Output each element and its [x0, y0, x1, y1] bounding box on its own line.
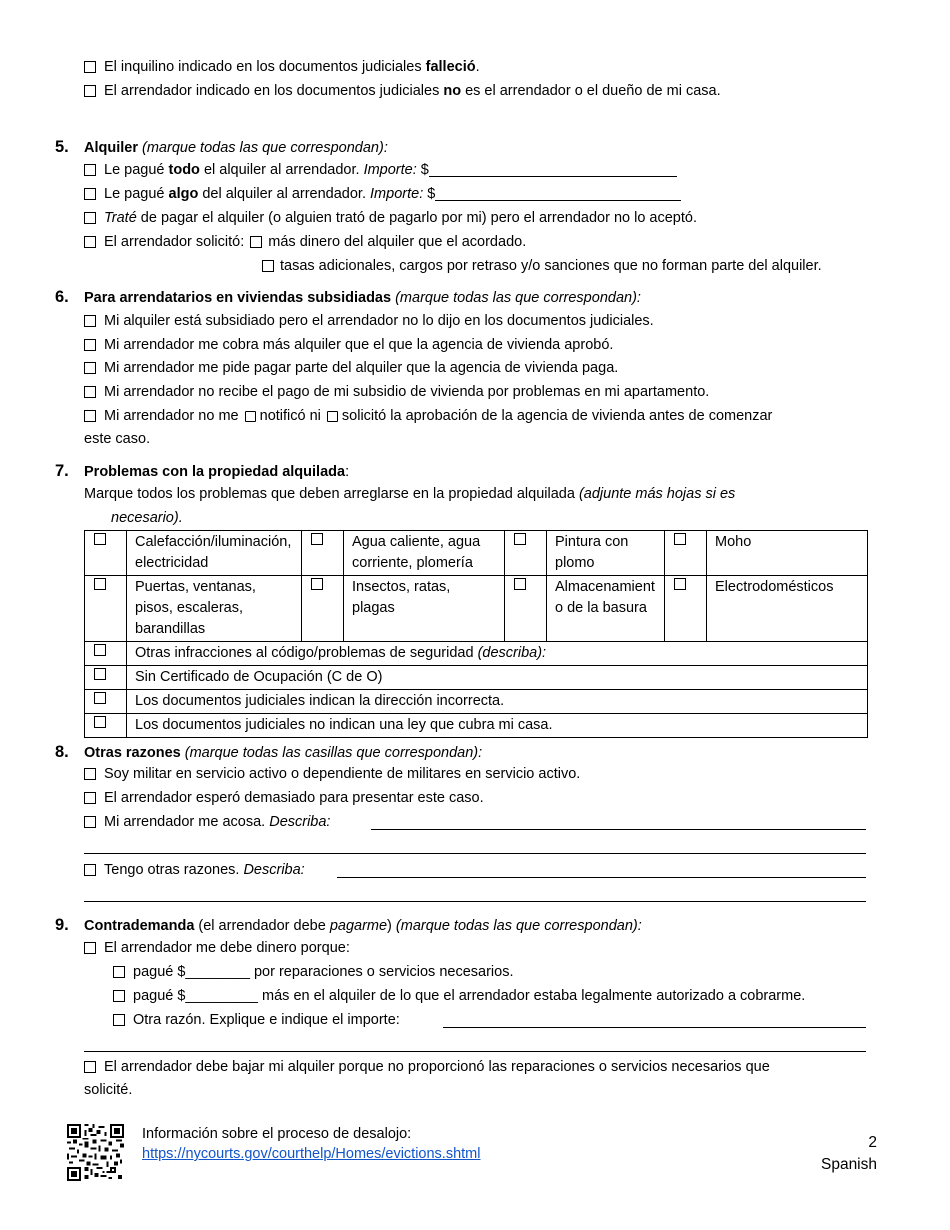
code-violations-label: Otras infracciones al código/problemas de seguridad (describa):	[127, 642, 868, 666]
section-6-number: 6.	[55, 288, 69, 306]
tried-to-pay-item: Traté de pagar el alquiler (o alguien trató de pagarlo por mi) pero el arrendador no lo aceptó.	[84, 209, 697, 227]
qr-code-icon	[67, 1124, 124, 1181]
not-approved-checkbox[interactable]	[327, 411, 338, 422]
paid-all-amount-field[interactable]	[429, 162, 677, 177]
pests-checkbox[interactable]	[311, 578, 323, 590]
table-row	[85, 531, 868, 576]
doors-checkbox[interactable]	[94, 578, 106, 590]
tenant-died-checkbox[interactable]	[84, 61, 96, 73]
garbage-checkbox[interactable]	[514, 578, 526, 590]
subsidy-notify-checkbox[interactable]	[84, 410, 96, 422]
not-landlord-checkbox[interactable]	[84, 85, 96, 97]
other-reasons-item: Tengo otras razones. Describa:	[84, 861, 305, 879]
subsidy-checkbox-3[interactable]	[84, 362, 96, 374]
heating-label: Calefacción/iluminación, electricidad	[127, 531, 302, 576]
landlord-requested-checkbox[interactable]	[84, 236, 96, 248]
appliances-checkbox[interactable]	[674, 578, 686, 590]
no-certificate-label: Sin Certificado de Ocupación (C de O)	[127, 666, 868, 690]
section-7-instructions-continued: necesario).	[111, 510, 183, 526]
table-row	[85, 576, 868, 642]
lead-paint-label: Pintura con plomo	[547, 531, 665, 576]
other-reason-line[interactable]	[443, 1027, 866, 1028]
subsidy-item: Mi arrendador me pide pagar parte del alquiler que la agencia de vivienda paga.	[84, 359, 618, 377]
waited-item: El arrendador esperó demasiado para presentar este caso.	[84, 789, 484, 807]
not-landlord-item: El arrendador indicado en los documentos judiciales no es el arrendador o el dueño de mi casa.	[84, 82, 721, 100]
page-number: 2	[868, 1134, 877, 1151]
footer-info-label: Información sobre el proceso de desalojo:	[142, 1126, 412, 1142]
heating-checkbox[interactable]	[94, 533, 106, 545]
table-row	[85, 666, 868, 690]
evictions-link[interactable]: https://nycourts.gov/courthelp/Homes/evictions.shtml	[142, 1146, 481, 1162]
other-reason-item: Otra razón. Explique e indique el importe:	[113, 1011, 400, 1029]
garbage-label: Almacenamiento de la basura	[547, 576, 665, 642]
wrong-address-label: Los documentos judiciales indican la dirección incorrecta.	[127, 690, 868, 714]
other-reason-line-2[interactable]	[84, 1051, 866, 1052]
more-money-checkbox[interactable]	[250, 236, 262, 248]
subsidy-item: Mi alquiler está subsidiado pero el arrendador no lo dijo en los documentos judiciales.	[84, 312, 654, 330]
subsidy-checkbox-4[interactable]	[84, 386, 96, 398]
appliances-label: Electrodomésticos	[707, 576, 868, 642]
code-violations-checkbox[interactable]	[94, 644, 106, 656]
overpaid-rent-checkbox[interactable]	[113, 990, 125, 1002]
hot-water-label: Agua caliente, agua corriente, plomería	[344, 531, 505, 576]
section-9-heading: Contrademanda (el arrendador debe pagarme) (marque todas las que correspondan):	[84, 918, 642, 934]
section-7-instructions: Marque todos los problemas que deben arreglarse en la propiedad alquilada (adjunte más hojas si es	[84, 486, 736, 502]
paid-some-amount-field[interactable]	[435, 186, 681, 201]
language-label: Spanish	[820, 1156, 877, 1173]
table-row	[85, 642, 868, 666]
no-certificate-checkbox[interactable]	[94, 668, 106, 680]
extra-fees-item: tasas adicionales, cargos por retraso y/o sanciones que no forman parte del alquiler.	[262, 257, 822, 275]
pests-label: Insectos, ratas, plagas	[344, 576, 505, 642]
subsidy-checkbox-1[interactable]	[84, 315, 96, 327]
table-row	[85, 714, 868, 738]
harass-item: Mi arrendador me acosa. Describa:	[84, 813, 330, 831]
paid-repairs-checkbox[interactable]	[113, 966, 125, 978]
other-reasons-line-2[interactable]	[84, 901, 866, 902]
overpaid-rent-item: pagué $_________ más en el alquiler de lo que el arrendador estaba legalmente autorizado a cobrarme.	[113, 987, 805, 1005]
harass-description-line[interactable]	[371, 829, 866, 830]
overpaid-rent-blank[interactable]: _________	[185, 988, 258, 1004]
paid-some-checkbox[interactable]	[84, 188, 96, 200]
owes-money-item: El arrendador me debe dinero porque:	[84, 939, 350, 957]
other-reasons-checkbox[interactable]	[84, 864, 96, 876]
tried-to-pay-checkbox[interactable]	[84, 212, 96, 224]
paid-some-item: Le pagué algo del alquiler al arrendador. Importe: $	[84, 185, 681, 203]
not-notified-checkbox[interactable]	[245, 411, 256, 422]
subsidy-item: Mi arrendador me cobra más alquiler que el que la agencia de vivienda aprobó.	[84, 336, 613, 354]
subsidy-item: Mi arrendador no recibe el pago de mi subsidio de vivienda por problemas en mi apartamento.	[84, 383, 709, 401]
mold-label: Moho	[707, 531, 868, 576]
owes-money-checkbox[interactable]	[84, 942, 96, 954]
harass-description-line-2[interactable]	[84, 853, 866, 854]
footer-info	[142, 1124, 480, 1164]
subsidy-notify-continued: este caso.	[84, 431, 151, 447]
lead-paint-checkbox[interactable]	[514, 533, 526, 545]
section-7-heading: Problemas con la propiedad alquilada:	[84, 464, 350, 480]
paid-all-item: Le pagué todo el alquiler al arrendador. Importe: $	[84, 161, 677, 179]
page-footer-right	[821, 1132, 877, 1176]
section-6-heading: Para arrendatarios en viviendas subsidiadas (marque todas las que correspondan):	[84, 290, 641, 306]
section-8-number: 8.	[55, 743, 69, 761]
section-8-heading: Otras razones (marque todas las casillas que correspondan):	[84, 745, 483, 761]
military-checkbox[interactable]	[84, 768, 96, 780]
section-5-heading: Alquiler (marque todas las que correspondan):	[84, 140, 388, 156]
waited-checkbox[interactable]	[84, 792, 96, 804]
other-reasons-line[interactable]	[337, 877, 866, 878]
section-7-number: 7.	[55, 462, 69, 480]
extra-fees-checkbox[interactable]	[262, 260, 274, 272]
paid-all-checkbox[interactable]	[84, 164, 96, 176]
wrong-address-checkbox[interactable]	[94, 692, 106, 704]
lower-rent-continued: solicité.	[84, 1082, 133, 1098]
harass-checkbox[interactable]	[84, 816, 96, 828]
mold-checkbox[interactable]	[674, 533, 686, 545]
paid-repairs-blank[interactable]: ________	[185, 964, 250, 980]
section-5-number: 5.	[55, 138, 69, 156]
no-law-checkbox[interactable]	[94, 716, 106, 728]
doors-label: Puertas, ventanas, pisos, escaleras, barandillas	[127, 576, 302, 642]
lower-rent-item: El arrendador debe bajar mi alquiler porque no proporcionó las reparaciones o servicios necesarios que	[84, 1058, 770, 1076]
tenant-died-item: El inquilino indicado en los documentos judiciales falleció.	[84, 58, 480, 76]
section-9-number: 9.	[55, 916, 69, 934]
hot-water-checkbox[interactable]	[311, 533, 323, 545]
landlord-requested-item: El arrendador solicitó: más dinero del alquiler que el acordado.	[84, 233, 526, 251]
military-item: Soy militar en servicio activo o dependiente de militares en servicio activo.	[84, 765, 580, 783]
other-reason-checkbox[interactable]	[113, 1014, 125, 1026]
paid-repairs-item: pagué $________ por reparaciones o servicios necesarios.	[113, 963, 513, 981]
lower-rent-checkbox[interactable]	[84, 1061, 96, 1073]
subsidy-checkbox-2[interactable]	[84, 339, 96, 351]
no-law-label: Los documentos judiciales no indican una ley que cubra mi casa.	[127, 714, 868, 738]
problems-table	[84, 530, 868, 738]
subsidy-notify-item: Mi arrendador no me notificó ni solicitó la aprobación de la agencia de vivienda antes de comenzar	[84, 407, 772, 425]
table-row	[85, 690, 868, 714]
